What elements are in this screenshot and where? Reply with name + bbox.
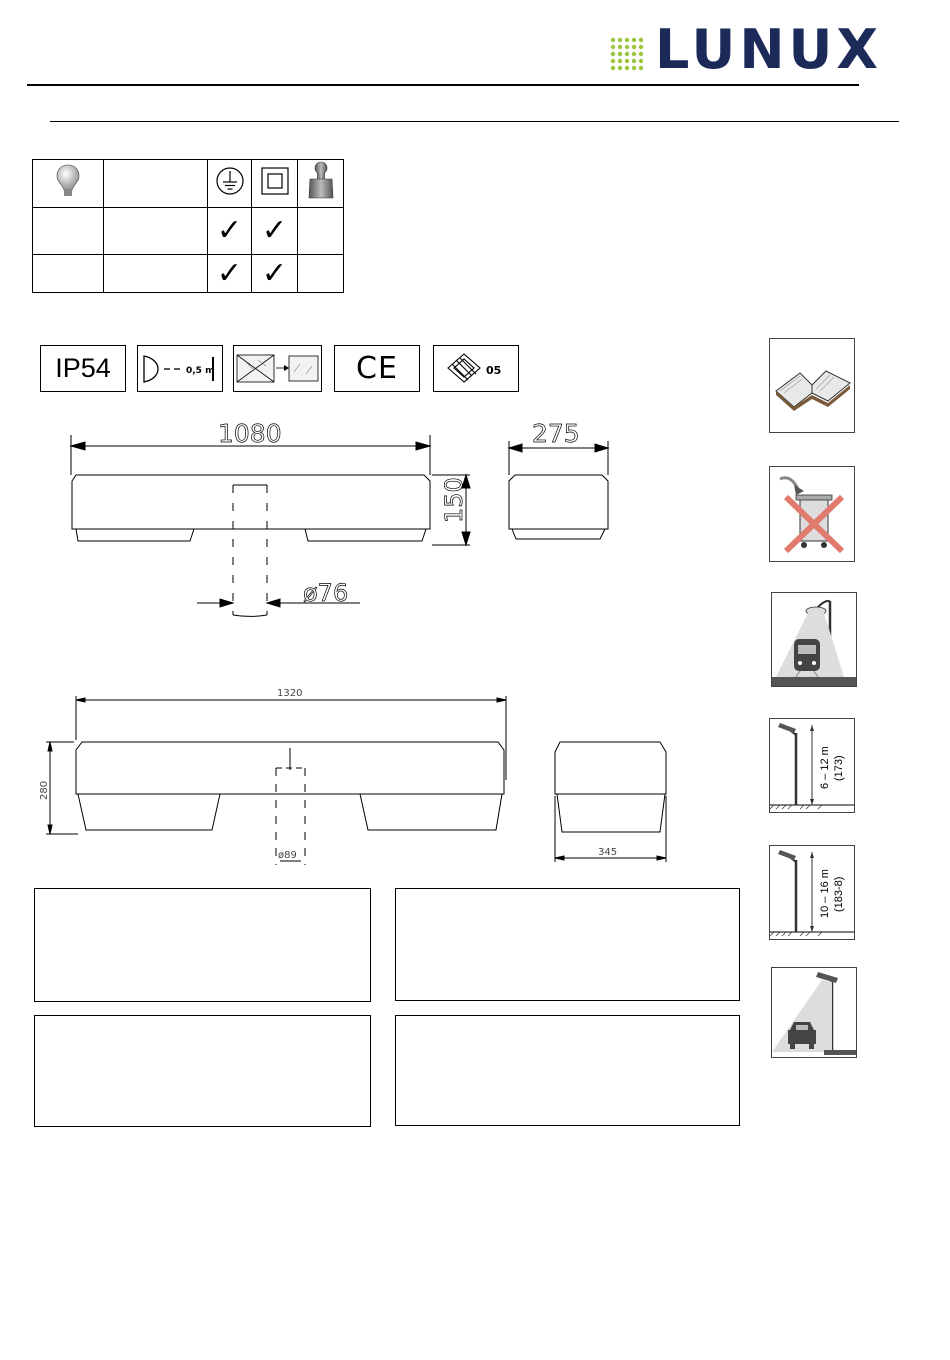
distance-badge (137, 345, 223, 392)
manual-pictogram (769, 338, 855, 433)
dimension-depth-label: 275 (532, 419, 580, 448)
disposal-pictogram (769, 466, 855, 562)
check-mark-icon: ✓ (208, 255, 252, 293)
ip-rating-badge (40, 345, 126, 392)
header-rule-thick (27, 84, 859, 86)
luminaire-body-side (72, 475, 430, 529)
drawing-large-luminaire (30, 680, 680, 870)
mounting-height-large-label: 10 – 16 m (183-8) (819, 869, 845, 919)
enec-mark-icon (434, 346, 518, 391)
info-box-bottom-right (395, 1015, 740, 1126)
check-mark-icon: ✓ (208, 208, 252, 255)
table-cell-earth (208, 160, 252, 208)
table-cell-empty (104, 160, 208, 208)
drawing-small-luminaire (60, 415, 620, 620)
table-cell-lamp (33, 160, 104, 208)
mounting-height-small-pictogram (769, 718, 855, 813)
luminaire-body-end (555, 742, 666, 794)
weight-icon (307, 160, 335, 202)
dimension-height-label: 280 (39, 780, 50, 800)
dimension-length-label: 1080 (218, 419, 282, 448)
enec-number: 05 (486, 364, 502, 377)
dimension-depth-label: 345 (598, 847, 618, 858)
lamp-housing-left (78, 794, 220, 830)
crossed-bin-icon (770, 467, 854, 561)
table-cell-weight (298, 160, 344, 208)
double-insulation-icon (260, 166, 290, 196)
dimension-diameter-label: ø89 (278, 850, 297, 861)
check-mark-icon: ✓ (252, 208, 298, 255)
check-mark-icon: ✓ (252, 255, 298, 293)
brand-logo-text: LUNUX (655, 18, 883, 81)
luminaire-body-end (509, 475, 608, 529)
min-distance-icon (138, 346, 222, 391)
info-box-bottom-left (34, 1015, 371, 1127)
info-box-top-left (34, 888, 371, 1002)
dimension-length-label: 1320 (277, 688, 303, 699)
distance-label: 0,5 m (186, 366, 215, 376)
dimension-height-label: 150 (440, 477, 468, 523)
street-car-icon (772, 968, 856, 1057)
table-header-row (33, 160, 344, 208)
lamp-housing-right (305, 529, 426, 541)
logo-dot-grid (609, 36, 649, 76)
ip-rating-label: IP54 (55, 353, 111, 383)
open-book-icon (770, 339, 854, 432)
info-box-top-right (395, 888, 740, 1001)
bulb-icon (55, 163, 81, 199)
protective-earth-icon (215, 166, 245, 196)
tunnel-train-icon (772, 593, 856, 686)
street-pictogram (771, 967, 857, 1058)
lamp-class-table (32, 159, 344, 293)
ce-mark: CE (356, 351, 398, 386)
enec-badge (433, 345, 519, 392)
table-row (33, 208, 344, 255)
mounting-height-small-label: 6 – 12 m (173) (819, 746, 845, 790)
table-cell-class2 (252, 160, 298, 208)
tunnel-pictogram (771, 592, 857, 687)
ce-mark-badge (334, 345, 420, 392)
broken-glass-replace-icon (234, 346, 321, 391)
header-rule-thin (50, 121, 899, 122)
lamp-housing-right (360, 794, 502, 830)
glass-replace-badge (233, 345, 322, 392)
mounting-height-large-pictogram (769, 845, 855, 940)
dimension-diameter-label: ø76 (303, 579, 349, 607)
lamp-housing-left (76, 529, 194, 541)
table-row (33, 255, 344, 293)
